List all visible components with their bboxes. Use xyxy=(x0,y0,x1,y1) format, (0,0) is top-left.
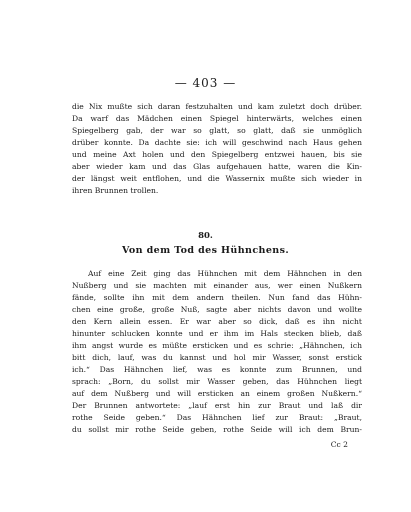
text-line: Da warf das Mädchen einen Spiegel hinterwärts, welches einen xyxy=(72,114,362,123)
text-line: Nußberg und sie machten mit einander aus, wer einen Nußkern xyxy=(72,281,362,290)
text-line: chen eine große, große Nuß, sagte aber nichts davon und wollte xyxy=(72,305,362,314)
page-number: — 403 — xyxy=(174,76,237,90)
text-line: ihm angst wurde es müßte ersticken und es schrie: „Hähnchen, ich xyxy=(72,341,362,350)
text-line: Der Brunnen antwortete: „lauf erst hin zur Braut und laß dir xyxy=(72,401,362,410)
text-line: bitt dich, lauf, was du kannst und hol mir Wasser, sonst erstick xyxy=(72,353,362,362)
section-title: Von dem Tod des Hühnchens. xyxy=(121,245,290,256)
text-line: die Nix mußte sich daran festzuhalten und kam zuletzt doch drüber. xyxy=(72,102,362,111)
section-number: 80. xyxy=(198,231,213,241)
text-line: fände, sollte ihn mit dem andern theilen. Nun fand das Hühn- xyxy=(72,293,362,302)
text-line: auf dem Nußberg und will ersticken an einem großen Nußkern.“ xyxy=(72,389,362,398)
text-line: den Kern allein essen. Er war aber so dick, daß es ihn nicht xyxy=(72,317,362,326)
text-line: du sollst mir rothe Seide geben, rothe Seide will ich dem Brun- xyxy=(72,425,362,434)
text-line: ihren Brunnen trollen. xyxy=(72,186,159,195)
text-line: drüber konnte. Da dachte sie: ich will geschwind nach Haus gehen xyxy=(72,138,362,147)
text-line: sprach: „Born, du sollst mir Wasser geben, das Hühnchen liegt xyxy=(72,377,362,386)
text-line: hinunter schlucken konnte und er ihm im Hals stecken blieb, daß xyxy=(72,329,362,338)
text-line: Spiegelberg gab, der war so glatt, so glatt, daß sie unmöglich xyxy=(72,126,362,135)
text-line: der längst weit entflohen, und die Wassernix mußte sich wieder in xyxy=(72,174,362,183)
text-line: aber wieder kam und das Glas aufgehauen hatte, waren die Kin- xyxy=(72,162,362,171)
text-line: ich.“ Das Hähnchen lief, was es konnte zum Brunnen, und xyxy=(72,365,362,374)
signature-mark: Cc 2 xyxy=(330,440,348,449)
text-line: und meine Axt holen und den Spiegelberg entzwei hauen, bis sie xyxy=(72,150,362,159)
text-line: Auf eine Zeit ging das Hühnchen mit dem Hähnchen in den xyxy=(88,269,362,278)
text-line: rothe Seide geben.“ Das Hähnchen lief zur Braut: „Braut, xyxy=(72,413,362,422)
